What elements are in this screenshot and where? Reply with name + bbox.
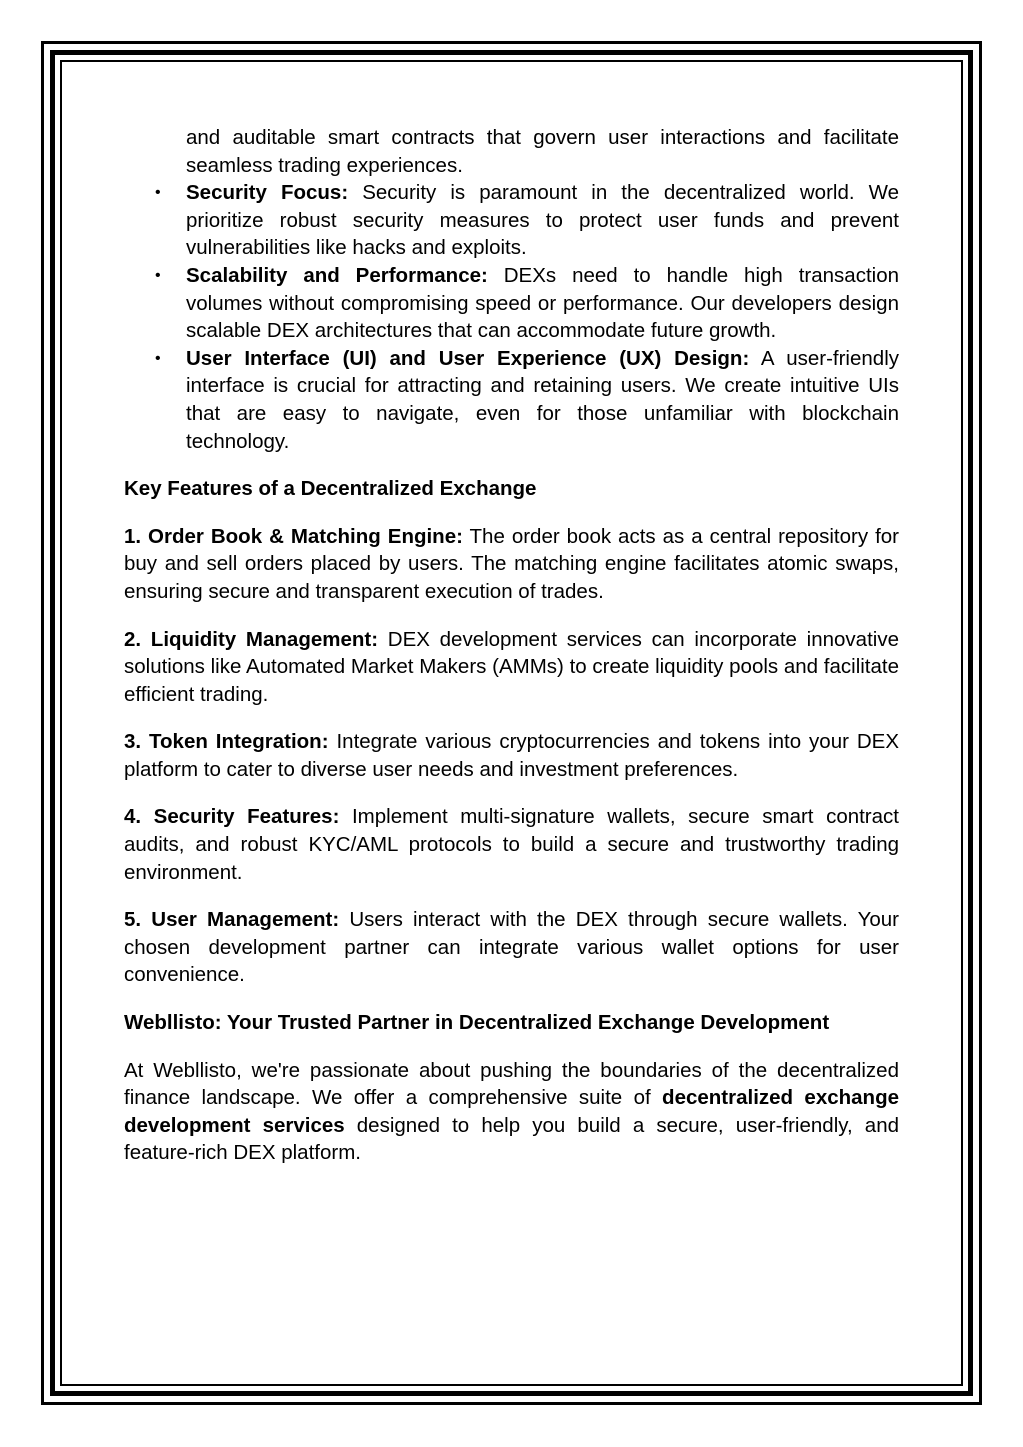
feature-paragraph [124,728,899,783]
feature-label: 3. Token Integration: [124,730,329,754]
feature-label: 5. User Management: [124,908,340,932]
partner-heading: Webllisto: Your Trusted Partner in Decentralized Exchange Development [124,1011,830,1035]
bullet-label: Scalability and Performance: [186,263,488,287]
closing-text-before: At Webllisto, we're passionate about pushing the boundaries of the decentralized finance landscape. We offer a comprehensive suite of [124,1058,899,1110]
bullet-icon: • [155,266,161,284]
feature-label: 1. Order Book & Matching Engine: [124,524,463,548]
feature-paragraph [124,626,899,709]
closing-paragraph [124,1057,899,1167]
bullet-icon: • [155,349,161,367]
feature-paragraph [124,803,899,886]
bullet-label: Security Focus: [186,181,349,205]
list-item [124,262,899,345]
list-item [124,345,899,455]
bullet-list [124,179,899,455]
feature-label: 2. Liquidity Management: [124,627,379,651]
feature-text: Users interact with the DEX through secure wallets. Your chosen development partner can integrate various wallet options for user convenience. [124,908,900,987]
feature-text: DEX development services can incorporate innovative solutions like Automated Market Makers (AMMs) to create liquidity pools and facilitate efficient trading. [124,627,899,706]
feature-text: Integrate various cryptocurrencies and tokens into your DEX platform to cater to diverse user needs and investment preferences. [124,730,900,781]
feature-text: Implement multi-signature wallets, secure smart contract audits, and robust KYC/AML protocols to build a secure and trustworthy trading environment. [124,805,899,884]
document-body [124,124,899,1187]
closing-text-after: designed to help you build a secure, user-friendly, and feature-rich DEX platform. [124,1113,899,1165]
feature-label: 4. Security Features: [124,805,340,829]
bullet-text: A user-friendly interface is crucial for attracting and retaining users. We create intuitive UIs that are easy to navigate, even for those unfamiliar with blockchain technology. [186,346,899,453]
intro-continuation: and auditable smart contracts that govern user interactions and facilitate seamless trading experiences. [186,126,899,177]
feature-paragraph [124,906,899,989]
bullet-text: DEXs need to handle high transaction volumes without compromising speed or performance. Our developers design scalable DEX architectures that can accommodate future growth. [186,263,900,343]
feature-paragraph [124,523,899,606]
closing-text-bold: decentralized exchange development services [124,1086,900,1137]
bullet-text: Security is paramount in the decentralized world. We prioritize robust security measures to protect user funds and prevent vulnerabilities like hacks and exploits. [186,181,899,260]
features-heading: Key Features of a Decentralized Exchange [124,477,537,501]
list-item [124,179,899,262]
bullet-icon: • [155,184,161,202]
bullet-label: User Interface (UI) and User Experience (UX) Design: [186,346,750,370]
feature-text: The order book acts as a central repository for buy and sell orders placed by users. The matching engine facilitates atomic swaps, ensuring secure and transparent execution of trades. [124,524,899,603]
